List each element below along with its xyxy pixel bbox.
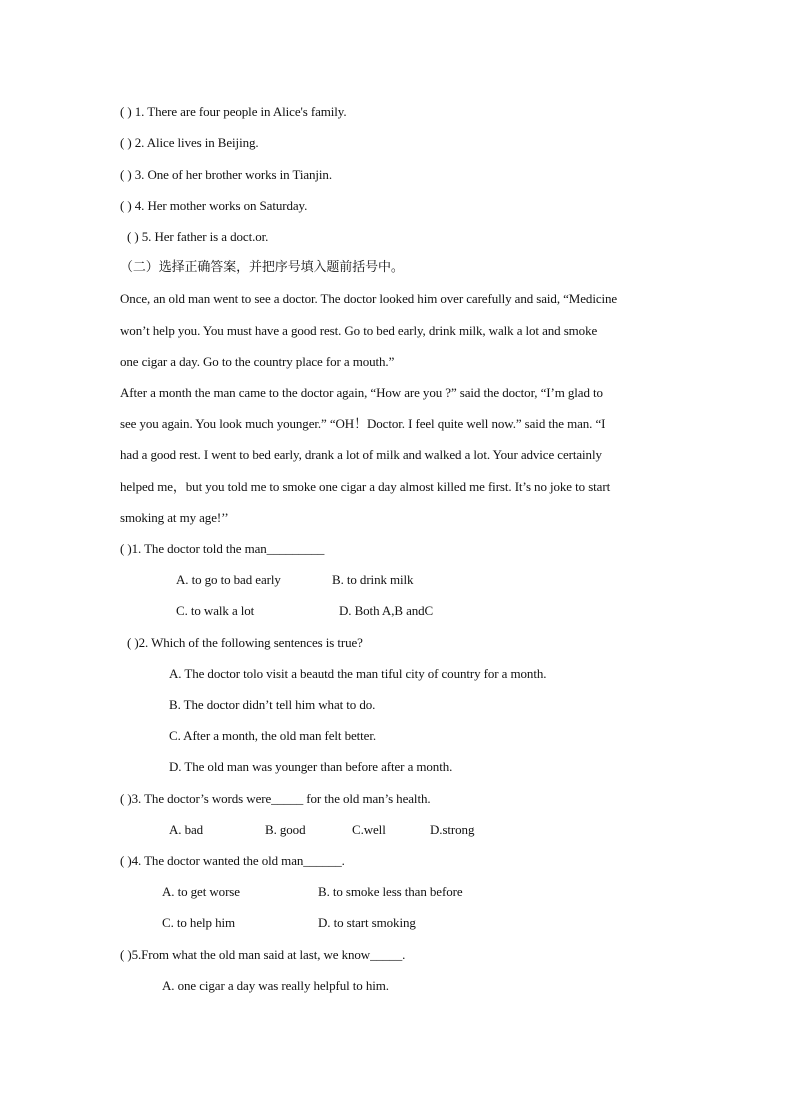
question-5-option-a: A. one cigar a day was really helpful to him. xyxy=(162,978,389,993)
passage-line-5: see you again. You look much younger.” “OH！Doctor. I feel quite well now.” said the man. “I xyxy=(120,416,606,431)
tf-item-5: ( ) 5. Her father is a doct.or. xyxy=(127,229,269,244)
question-1-option-c: C. to walk a lot xyxy=(176,603,255,618)
question-1-option-a: A. to go to bad early xyxy=(176,572,281,587)
question-2-option-a: A. The doctor tolo visit a beautd the man tiful city of country for a month. xyxy=(169,666,547,681)
passage-line-1: Once, an old man went to see a doctor. The doctor looked him over carefully and said, “Medicine xyxy=(120,291,618,306)
question-1-option-b: B. to drink milk xyxy=(332,572,414,587)
question-2-option-c: C. After a month, the old man felt better. xyxy=(169,728,376,743)
passage-line-6: had a good rest. I went to bed early, drank a lot of milk and walked a lot. Your advice certainly xyxy=(120,447,602,462)
passage-line-8: smoking at my age!’’ xyxy=(120,510,229,525)
question-3-option-c: C.well xyxy=(352,822,386,837)
question-3-stem: ( )3. The doctor’s words were_____ for the old man’s health. xyxy=(120,791,431,806)
question-5-stem: ( )5.From what the old man said at last, we know_____. xyxy=(120,947,406,962)
tf-item-1: ( ) 1. There are four people in Alice's family. xyxy=(120,104,347,119)
question-3-option-a: A. bad xyxy=(169,822,204,837)
question-1-stem: ( )1. The doctor told the man_________ xyxy=(120,541,325,556)
question-3-option-b: B. good xyxy=(265,822,306,837)
question-4-option-b: B. to smoke less than before xyxy=(318,884,463,899)
passage-line-7: helped me，but you told me to smoke one cigar a day almost killed me first. It’s no joke to start xyxy=(120,479,611,494)
tf-item-4: ( ) 4. Her mother works on Saturday. xyxy=(120,198,308,213)
tf-item-3: ( ) 3. One of her brother works in Tianjin. xyxy=(120,167,332,182)
passage-line-3: one cigar a day. Go to the country place for a mouth.” xyxy=(120,354,395,369)
section-heading: （二）选择正确答案，并把序号填入题前括号中。 xyxy=(120,260,404,275)
tf-item-2: ( ) 2. Alice lives in Beijing. xyxy=(120,135,259,150)
question-4-option-a: A. to get worse xyxy=(162,884,240,899)
question-2-option-d: D. The old man was younger than before after a month. xyxy=(169,759,453,774)
question-1-option-d: D. Both A,B andC xyxy=(339,603,434,618)
question-4-option-d: D. to start smoking xyxy=(318,915,416,930)
question-3-option-d: D.strong xyxy=(430,822,475,837)
question-2-option-b: B. The doctor didn’t tell him what to do. xyxy=(169,697,376,712)
question-4-stem: ( )4. The doctor wanted the old man______. xyxy=(120,853,345,868)
passage-line-4: After a month the man came to the doctor again, “How are you ?” said the doctor, “I’m glad to xyxy=(120,385,603,400)
question-4-option-c: C. to help him xyxy=(162,915,235,930)
question-2-stem: ( )2. Which of the following sentences is true? xyxy=(127,635,363,650)
passage-line-2: won’t help you. You must have a good rest. Go to bed early, drink milk, walk a lot and smoke xyxy=(120,323,598,338)
